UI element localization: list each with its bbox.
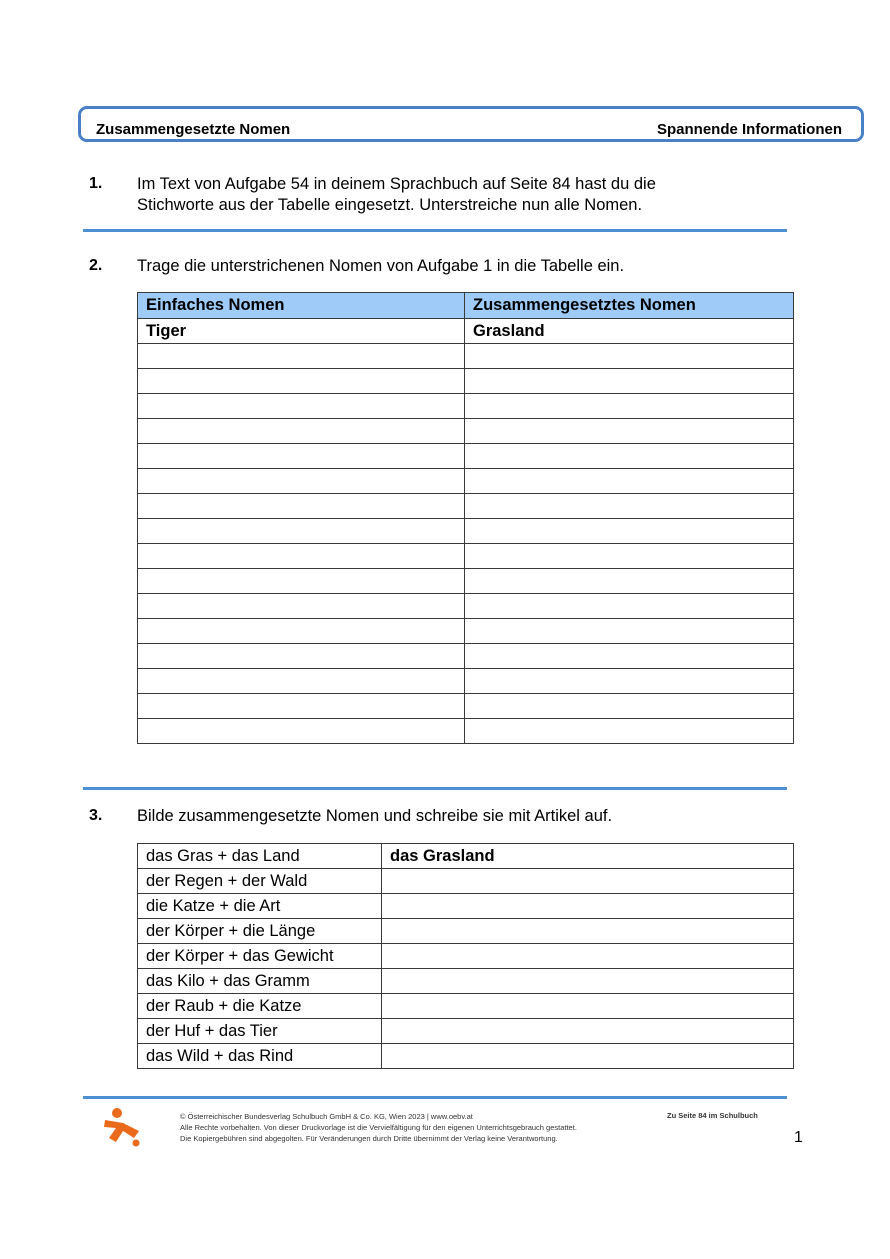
simple-noun-cell[interactable] <box>138 594 465 619</box>
compound-noun-cell[interactable] <box>465 344 794 369</box>
answer-cell[interactable] <box>382 944 794 969</box>
compound-noun-cell[interactable] <box>465 694 794 719</box>
worksheet-title: Zusammengesetzte Nomen <box>96 121 291 138</box>
simple-noun-cell[interactable] <box>138 419 465 444</box>
simple-noun-cell[interactable] <box>138 469 465 494</box>
task1-line2: Stichworte aus der Tabelle eingesetzt. Unterstreiche nun alle Nomen. <box>137 196 643 214</box>
divider <box>83 1096 787 1099</box>
table-row <box>138 919 794 944</box>
compound-noun-cell[interactable] <box>465 369 794 394</box>
simple-noun-cell[interactable] <box>138 694 465 719</box>
table-row <box>138 1019 794 1044</box>
table-row <box>138 344 794 369</box>
task2-instructions: Trage die unterstrichenen Nomen von Aufgabe 1 in die Tabelle ein. <box>137 257 625 275</box>
compound-noun-cell[interactable] <box>465 569 794 594</box>
compound-noun-cell[interactable] <box>465 719 794 744</box>
noun-table <box>137 292 794 744</box>
task1-number: 1. <box>89 175 103 192</box>
table-row <box>138 844 794 869</box>
schoolbook-reference: Zu Seite 84 im Schulbuch <box>667 1111 758 1120</box>
table-row <box>138 944 794 969</box>
simple-noun-cell[interactable] <box>138 444 465 469</box>
simple-noun-cell[interactable] <box>138 644 465 669</box>
table-row <box>138 394 794 419</box>
noun-pair: der Regen + der Wald <box>138 869 382 894</box>
noun-pair: der Raub + die Katze <box>138 994 382 1019</box>
simple-noun-cell[interactable] <box>138 344 465 369</box>
publisher-logo-icon <box>103 1107 143 1147</box>
copyright-line2: Alle Rechte vorbehalten. Von dieser Druckvorlage ist die Vervielfältigung für den eigenen Unterrichtsgebrauch gestattet. <box>180 1123 577 1132</box>
answer-cell[interactable] <box>382 1044 794 1069</box>
simple-noun-cell[interactable] <box>138 394 465 419</box>
divider <box>83 787 787 790</box>
table-row <box>138 594 794 619</box>
compound-noun-cell[interactable] <box>465 519 794 544</box>
table-header-row <box>138 293 794 319</box>
compound-noun-cell[interactable] <box>465 469 794 494</box>
answer-cell[interactable] <box>382 1019 794 1044</box>
task1-line1: Im Text von Aufgabe 54 in deinem Sprachbuch auf Seite 84 hast du die <box>137 175 656 193</box>
answer-cell[interactable] <box>382 894 794 919</box>
compound-noun-cell[interactable] <box>465 669 794 694</box>
page-number: 1 <box>794 1129 803 1146</box>
task3-instructions: Bilde zusammengesetzte Nomen und schreibe sie mit Artikel auf. <box>137 807 613 825</box>
copyright-line3: Die Kopiergebühren sind abgegolten. Für Veränderungen durch Dritte übernimmt der Verlag keine Verantwortung. <box>180 1134 558 1143</box>
compound-noun-cell[interactable] <box>465 419 794 444</box>
simple-noun-cell[interactable] <box>138 719 465 744</box>
table-row <box>138 469 794 494</box>
table-row <box>138 969 794 994</box>
compound-noun-cell[interactable] <box>465 644 794 669</box>
table-row <box>138 669 794 694</box>
noun-pair: der Huf + das Tier <box>138 1019 382 1044</box>
simple-noun-cell[interactable] <box>138 494 465 519</box>
example-compound-noun: Grasland <box>465 319 794 344</box>
copyright-line1: © Österreichischer Bundesverlag Schulbuch GmbH & Co. KG, Wien 2023 | www.oebv.at <box>180 1112 473 1121</box>
task2-number: 2. <box>89 257 103 274</box>
column-header-simple-noun: Einfaches Nomen <box>138 293 465 319</box>
compound-noun-cell[interactable] <box>465 594 794 619</box>
compound-noun-cell[interactable] <box>465 619 794 644</box>
noun-pair: das Gras + das Land <box>138 844 382 869</box>
noun-pair: der Körper + die Länge <box>138 919 382 944</box>
answer-cell[interactable] <box>382 869 794 894</box>
compound-noun-cell[interactable] <box>465 494 794 519</box>
table-row <box>138 544 794 569</box>
header-box <box>78 106 864 142</box>
table-row <box>138 444 794 469</box>
compound-noun-cell[interactable] <box>465 394 794 419</box>
column-header-compound-noun: Zusammengesetztes Nomen <box>465 293 794 319</box>
table-row <box>138 994 794 1019</box>
table-row <box>138 319 794 344</box>
task3-number: 3. <box>89 807 103 824</box>
simple-noun-cell[interactable] <box>138 519 465 544</box>
chapter-title: Spannende Informationen <box>656 121 842 138</box>
table-row <box>138 419 794 444</box>
copyright-notice <box>180 1111 577 1144</box>
table-row <box>138 644 794 669</box>
answer-cell[interactable] <box>382 969 794 994</box>
simple-noun-cell[interactable] <box>138 569 465 594</box>
noun-pair: die Katze + die Art <box>138 894 382 919</box>
table-row <box>138 894 794 919</box>
table-row <box>138 869 794 894</box>
simple-noun-cell[interactable] <box>138 544 465 569</box>
simple-noun-cell[interactable] <box>138 369 465 394</box>
table-row <box>138 494 794 519</box>
simple-noun-cell[interactable] <box>138 619 465 644</box>
noun-pair: das Kilo + das Gramm <box>138 969 382 994</box>
simple-noun-cell[interactable] <box>138 669 465 694</box>
compound-table <box>137 843 794 1069</box>
noun-pair: der Körper + das Gewicht <box>138 944 382 969</box>
table-row <box>138 719 794 744</box>
table-row <box>138 1044 794 1069</box>
table-row <box>138 694 794 719</box>
compound-noun-cell[interactable] <box>465 444 794 469</box>
table-row <box>138 619 794 644</box>
divider <box>83 229 787 232</box>
answer-cell[interactable]: das Grasland <box>382 844 794 869</box>
example-simple-noun: Tiger <box>138 319 465 344</box>
noun-pair: das Wild + das Rind <box>138 1044 382 1069</box>
compound-noun-cell[interactable] <box>465 544 794 569</box>
table-row <box>138 519 794 544</box>
task1-instructions <box>137 174 656 216</box>
answer-cell[interactable] <box>382 919 794 944</box>
table-row <box>138 569 794 594</box>
answer-cell[interactable] <box>382 994 794 1019</box>
table-row <box>138 369 794 394</box>
